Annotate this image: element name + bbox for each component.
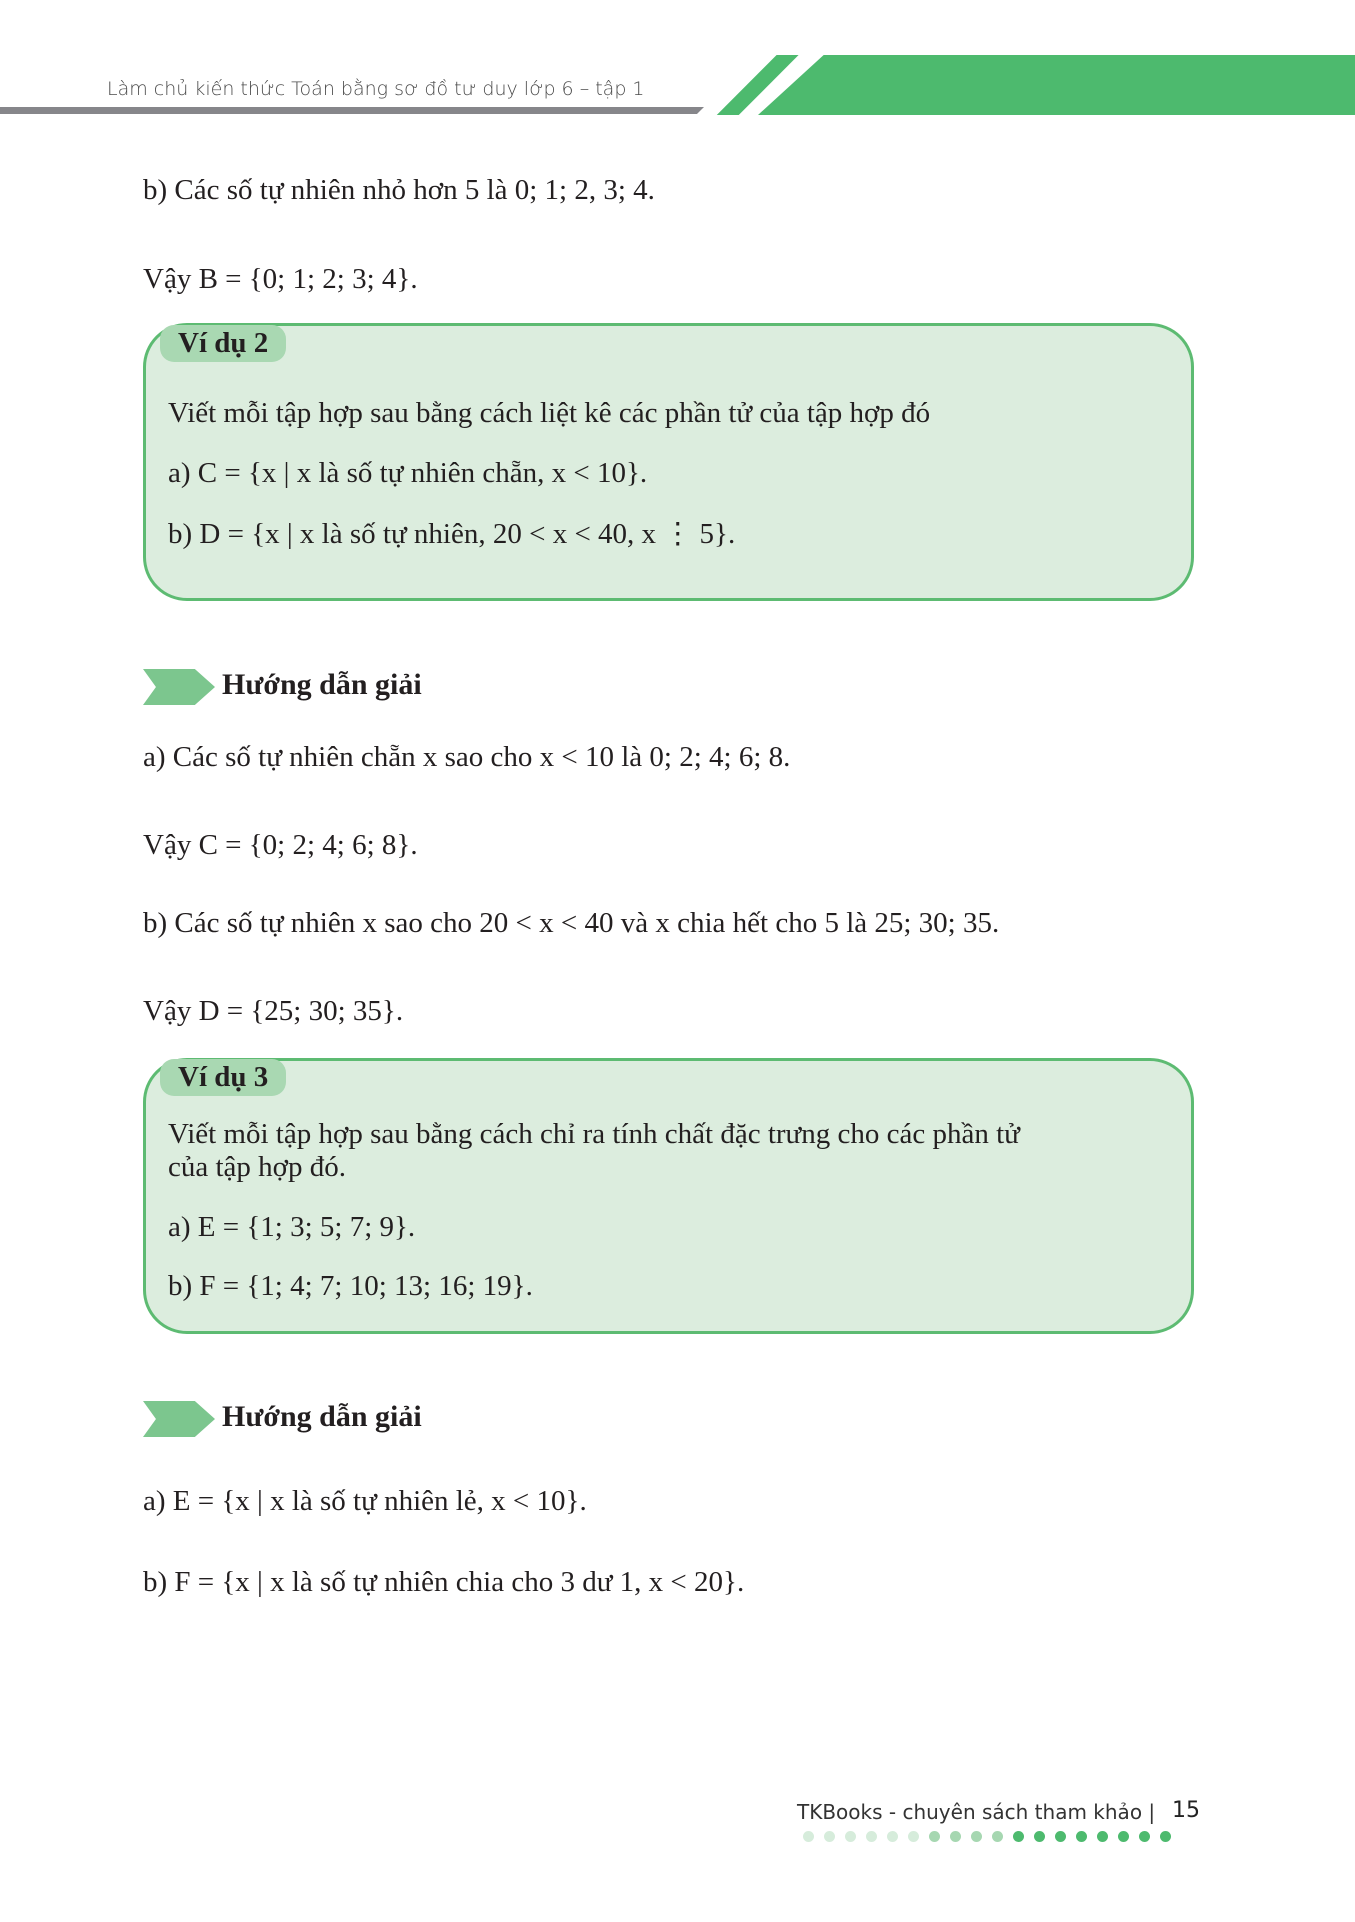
header-green-block bbox=[758, 55, 1355, 115]
solution-3-a: a) E = {x | x là số tự nhiên lẻ, x < 10}. bbox=[143, 1485, 587, 1517]
chevron-icon bbox=[143, 1401, 215, 1437]
example-3-label: Ví dụ 3 bbox=[160, 1059, 286, 1096]
chevron-icon bbox=[143, 669, 215, 705]
solution-2-heading: Hướng dẫn giải bbox=[222, 668, 422, 701]
footer-dot bbox=[992, 1831, 1003, 1842]
solution-2-b-conclusion: Vậy D = {25; 30; 35}. bbox=[143, 995, 404, 1027]
footer-dot bbox=[1139, 1831, 1150, 1842]
solution-2-a-conclusion: Vậy C = {0; 2; 4; 6; 8}. bbox=[143, 829, 418, 861]
footer-dot bbox=[845, 1831, 856, 1842]
footer-dot bbox=[1013, 1831, 1024, 1842]
footer-dot bbox=[803, 1831, 814, 1842]
footer-dot bbox=[866, 1831, 877, 1842]
footer-dot bbox=[887, 1831, 898, 1842]
solution-3-heading: Hướng dẫn giải bbox=[222, 1400, 422, 1433]
example-2-b: b) D = {x | x là số tự nhiên, 20 < x < 40, x ⋮ 5}. bbox=[168, 518, 736, 550]
intro-conclusion: Vậy B = {0; 1; 2; 3; 4}. bbox=[143, 263, 418, 295]
footer-dots bbox=[803, 1831, 1171, 1842]
header-title: Làm chủ kiến thức Toán bằng sơ đồ tư duy lớp 6 – tập 1 bbox=[107, 78, 645, 100]
footer-dot bbox=[824, 1831, 835, 1842]
example-3-prompt-2: của tập hợp đó. bbox=[168, 1151, 347, 1183]
footer-dot bbox=[1076, 1831, 1087, 1842]
solution-2-b: b) Các số tự nhiên x sao cho 20 < x < 40 và x chia hết cho 5 là 25; 30; 35. bbox=[143, 907, 1000, 939]
intro-line-b: b) Các số tự nhiên nhỏ hơn 5 là 0; 1; 2, 3; 4. bbox=[143, 174, 655, 206]
example-3-prompt-1: Viết mỗi tập hợp sau bằng cách chỉ ra tính chất đặc trưng cho các phần tử bbox=[168, 1118, 1020, 1150]
header-gray-bar bbox=[0, 107, 704, 114]
example-2-a: a) C = {x | x là số tự nhiên chẵn, x < 10}. bbox=[168, 457, 648, 489]
example-2-prompt: Viết mỗi tập hợp sau bằng cách liệt kê các phần tử của tập hợp đó bbox=[168, 397, 931, 429]
footer-dot bbox=[1055, 1831, 1066, 1842]
footer-dot bbox=[1034, 1831, 1045, 1842]
footer-publisher: TKBooks - chuyên sách tham khảo | bbox=[797, 1800, 1156, 1824]
example-3-a: a) E = {1; 3; 5; 7; 9}. bbox=[168, 1211, 416, 1243]
footer-dot bbox=[929, 1831, 940, 1842]
footer-dot bbox=[1160, 1831, 1171, 1842]
footer-dot bbox=[908, 1831, 919, 1842]
solution-3-b: b) F = {x | x là số tự nhiên chia cho 3 dư 1, x < 20}. bbox=[143, 1566, 745, 1598]
footer-dot bbox=[950, 1831, 961, 1842]
footer-dot bbox=[971, 1831, 982, 1842]
example-3-b: b) F = {1; 4; 7; 10; 13; 16; 19}. bbox=[168, 1270, 533, 1302]
example-2-label: Ví dụ 2 bbox=[160, 325, 286, 362]
solution-2-a: a) Các số tự nhiên chẵn x sao cho x < 10 là 0; 2; 4; 6; 8. bbox=[143, 741, 791, 773]
footer-dot bbox=[1097, 1831, 1108, 1842]
page-number: 15 bbox=[1172, 1798, 1200, 1823]
footer-dot bbox=[1118, 1831, 1129, 1842]
